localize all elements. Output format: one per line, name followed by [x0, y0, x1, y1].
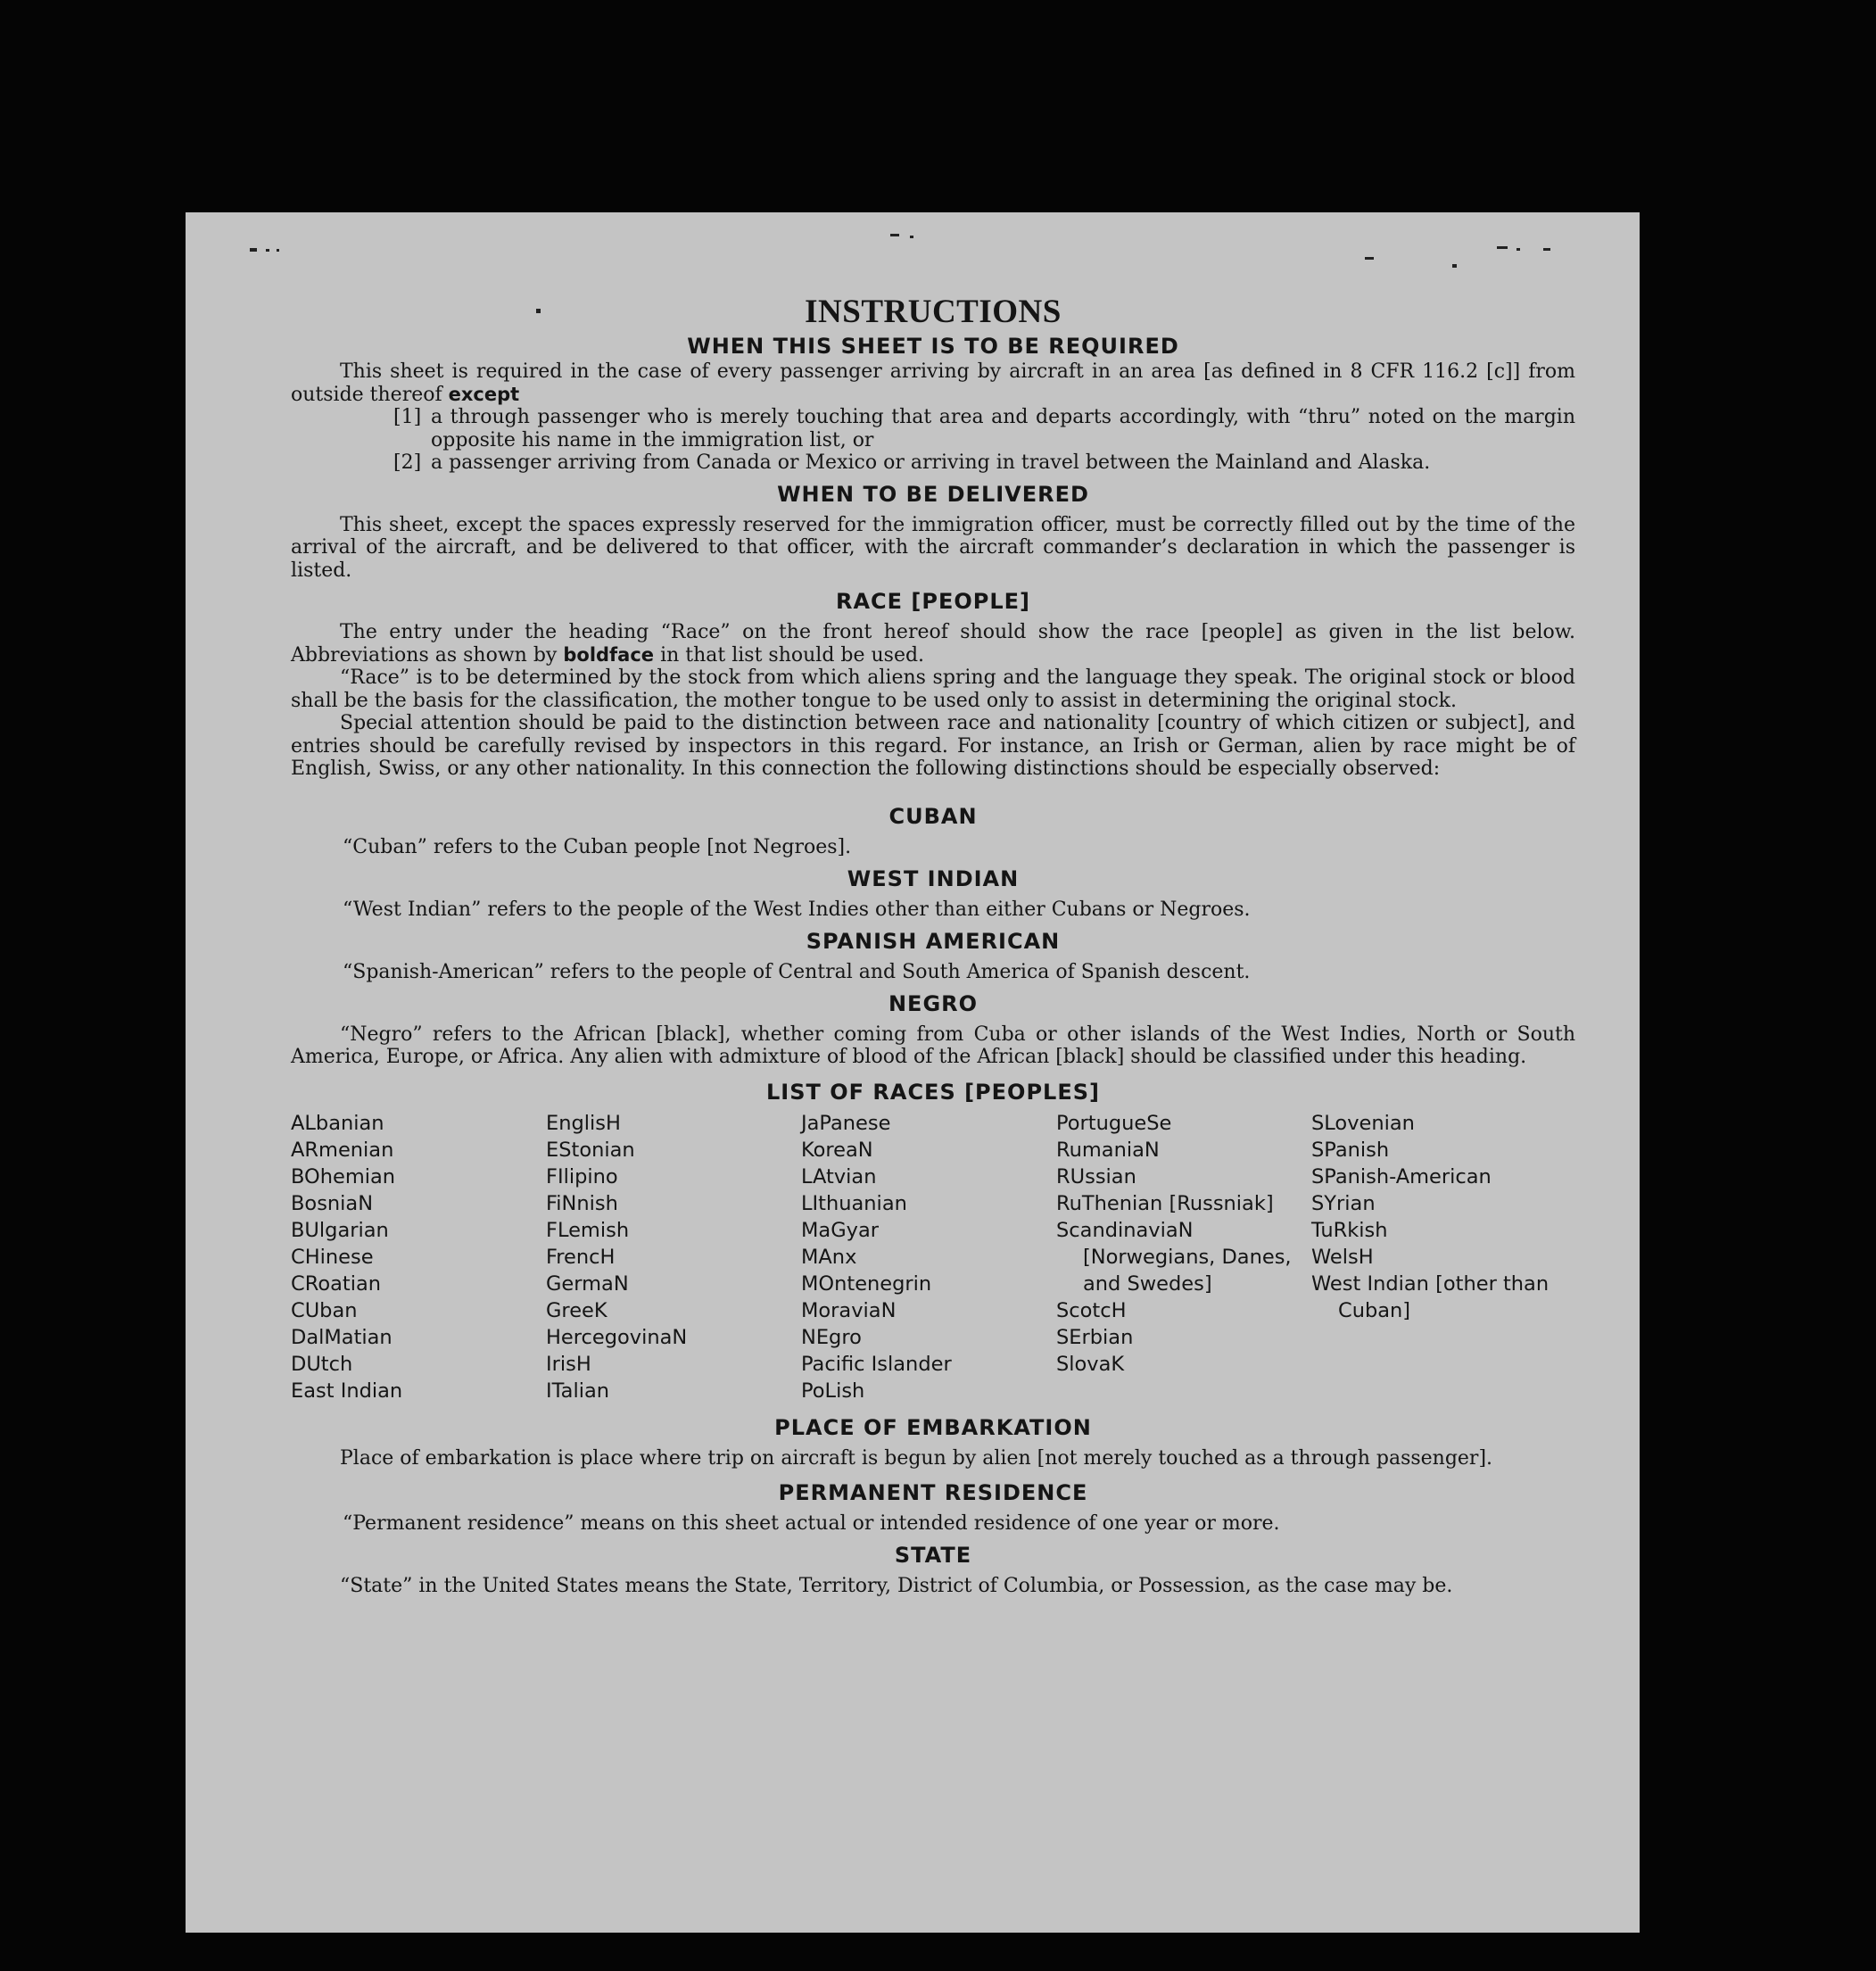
race-entry: FLemish: [546, 1218, 630, 1242]
race-entry: FrencH: [546, 1245, 616, 1269]
races-table: [291, 1110, 1575, 1404]
race-entry: RuThenian [Russniak]: [1056, 1191, 1274, 1215]
race-entry: BUlgarian: [291, 1218, 389, 1242]
race-entry: EnglisH: [546, 1111, 621, 1135]
race-entry: NEgro: [801, 1325, 862, 1349]
heading-embarkation: PLACE OF EMBARKATION: [774, 1414, 1092, 1440]
negro-text: “Negro” refers to the African [black], whether coming from Cuba or other islands of the West Indies, North or South America, Europe, or Africa. Any alien with admixture of blood of the African [black] should be classified under this heading.: [291, 1023, 1575, 1068]
instructions-content: [291, 293, 1575, 1598]
races-column-5: [1311, 1110, 1566, 1404]
race-entry: MAnx: [801, 1245, 857, 1269]
race-entry: FiNnish: [546, 1191, 618, 1215]
race-entry: SPanish-American: [1311, 1164, 1492, 1188]
race-entry: DalMatian: [291, 1325, 393, 1349]
races-column-3: [801, 1110, 1056, 1404]
race-entry: East Indian: [291, 1379, 403, 1403]
race-entry: RumaniaN: [1056, 1138, 1160, 1162]
state-text: “State” in the United States means the State, Territory, District of Columbia, or Possession, as the case may be.: [340, 1575, 1453, 1597]
race-entry: IrisH: [546, 1352, 591, 1376]
race-entry: RUssian: [1056, 1164, 1136, 1188]
race-entry: PortugueSe: [1056, 1111, 1172, 1135]
race-entry: Pacific Islander: [801, 1352, 952, 1376]
race-entry: West Indian [other than Cuban]: [1311, 1271, 1550, 1322]
race-entry: GreeK: [546, 1298, 607, 1322]
race-entry: LIthuanian: [801, 1191, 907, 1215]
race-entry: PoLish: [801, 1379, 865, 1403]
race-entry: SPanish: [1311, 1138, 1390, 1162]
race-entry: MaGyar: [801, 1218, 879, 1242]
race-entry: HercegovinaN: [546, 1325, 688, 1349]
when-required-intro: This sheet is required in the case of every passenger arriving by aircraft in an area [as defined in 8 CFR 116.2 [c]] from outside thereof except: [291, 360, 1575, 406]
race-entry: ITalian: [546, 1379, 609, 1403]
heading-negro: NEGRO: [888, 990, 979, 1016]
when-delivered-text: This sheet, except the spaces expressly reserved for the immigration officer, must be correctly filled out by the time of the arrival of the aircraft, and be delivered to that officer, with the aircraft commander’s declaration in which the passenger is listed.: [291, 513, 1575, 582]
heading-race: RACE [PEOPLE]: [835, 589, 1031, 614]
embarkation-text: Place of embarkation is place where trip on aircraft is begun by alien [not merely touched as a through passenger].: [340, 1446, 1493, 1470]
race-paragraph-3: Special attention should be paid to the distinction between race and nationality [country of which citizen or subject], and entries should be carefully revised by inspectors in this regard. For instance, an Irish or German, alien by race might be of English, Swiss, or any other nationality. In this connection the following distinctions should be especially observed:: [291, 712, 1575, 780]
race-entry: ALbanian: [291, 1111, 384, 1135]
race-entry: CHinese: [291, 1245, 374, 1269]
heading-permanent-residence: PERMANENT RESIDENCE: [778, 1480, 1088, 1505]
heading-when-required: WHEN THIS SHEET IS TO BE REQUIRED: [687, 334, 1179, 359]
race-entry: JaPanese: [801, 1111, 891, 1135]
race-entry: MoraviaN: [801, 1298, 897, 1322]
race-entry: EStonian: [546, 1138, 635, 1162]
west-indian-text: “West Indian” refers to the people of the West Indies other than either Cubans or Negroes.: [343, 898, 1251, 921]
race-entry: BOhemian: [291, 1164, 396, 1188]
race-entry: BosniaN: [291, 1191, 374, 1215]
races-column-2: [546, 1110, 801, 1404]
race-entry: ARmenian: [291, 1138, 394, 1162]
heading-list-of-races: LIST OF RACES [PEOPLES]: [766, 1079, 1100, 1105]
heading-spanish-american: SPANISH AMERICAN: [806, 928, 1061, 954]
race-entry: FIlipino: [546, 1164, 618, 1188]
exception-item-2: [2] a passenger arriving from Canada or Mexico or arriving in travel between the Mainland and Alaska.: [393, 451, 1431, 474]
race-entry: CUban: [291, 1298, 358, 1322]
race-entry: CRoatian: [291, 1271, 382, 1296]
heading-west-indian: WEST INDIAN: [847, 865, 1020, 891]
race-entry: SErbian: [1056, 1325, 1134, 1349]
race-paragraph-1: The entry under the heading “Race” on the front hereof should show the race [people] as given in the list below. Abbreviations as shown by boldface in that list should be used.: [291, 621, 1575, 667]
exception-list: [393, 406, 1575, 475]
race-entry: SYrian: [1311, 1191, 1376, 1215]
document-sheet: [186, 212, 1640, 1933]
race-entry: SlovaK: [1056, 1352, 1125, 1376]
race-entry: KoreaN: [801, 1138, 873, 1162]
race-entry: DUtch: [291, 1352, 353, 1376]
permanent-residence-text: “Permanent residence” means on this sheet actual or intended residence of one year or more.: [343, 1512, 1280, 1535]
heading-cuban: CUBAN: [888, 803, 978, 829]
race-entry: ScotcH: [1056, 1298, 1127, 1322]
race-entry: SLovenian: [1311, 1111, 1415, 1135]
race-entry: MOntenegrin: [801, 1271, 932, 1296]
races-column-4: [1056, 1110, 1311, 1404]
race-entry: ScandinaviaN [Norwegians, Danes, and Swedes]: [1056, 1218, 1292, 1296]
exception-item-1: [1] a through passenger who is merely touching that area and departs accordingly, with “thru” noted on the margin opposite his name in the immigration list, or: [393, 406, 1575, 451]
races-column-1: [291, 1110, 546, 1404]
race-entry: WelsH: [1311, 1245, 1374, 1269]
heading-when-delivered: WHEN TO BE DELIVERED: [777, 481, 1089, 507]
spanish-american-text: “Spanish-American” refers to the people of Central and South America of Spanish descent.: [343, 960, 1251, 983]
heading-state: STATE: [894, 1543, 972, 1568]
race-entry: TuRkish: [1311, 1218, 1388, 1242]
cuban-text: “Cuban” refers to the Cuban people [not Negroes].: [343, 835, 852, 858]
page-title: INSTRUCTIONS: [805, 294, 1062, 330]
race-entry: GermaN: [546, 1271, 629, 1296]
race-entry: LAtvian: [801, 1164, 877, 1188]
race-paragraph-2: “Race” is to be determined by the stock from which aliens spring and the language they speak. The original stock or blood shall be the basis for the classification, the mother tongue to be used only to assist in determining the original stock.: [291, 667, 1575, 712]
